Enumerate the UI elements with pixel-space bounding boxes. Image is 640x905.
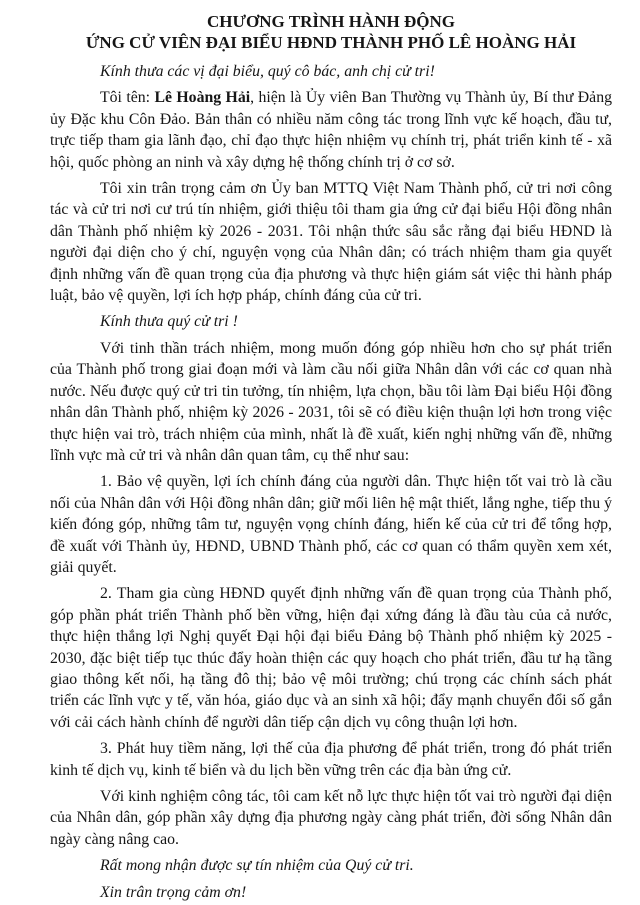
salutation-line-2: [50, 311, 612, 332]
commitment-3-paragraph: [50, 738, 612, 781]
salutation-line: [50, 61, 612, 82]
document-body: [50, 61, 612, 903]
motivation-paragraph: [50, 338, 612, 466]
closing-line-2: [50, 882, 612, 903]
text-segment: , hiện là Ủy viên Ban Thường vụ Thành ủy, Bí thư Đảng ủy Đặc khu Côn Đảo. Bản thân có nhiều năm công tác trong lĩnh vực kế hoạch, đầu tư, trực tiếp tham gia lãnh đạo, chỉ đạo thực hiện nhiệm vụ chính trị, phát triển kinh tế - xã hội, quốc phòng an ninh và xây dựng hệ thống chính trị ở cơ sở.: [50, 89, 612, 171]
text-segment: 2. Tham gia cùng HĐND quyết định những vấn đề quan trọng của Thành phố, góp phần phát triển Thành phố bền vững, hiện đại xứng đáng là đầu tàu của cả nước, thực hiện thắng lợi Nghị quyết Đại hội đại biểu Đảng bộ Thành phố nhiệm kỳ 2025 - 2030, đặc biệt tiếp tục thúc đẩy hoàn thiện các quy hoạch cho phát triển, đầu tư hạ tầng giao thông kết nối, hạ tầng đô thị; bảo vệ môi trường; chú trọng các chính sách phát triển các lĩnh vực y tế, văn hóa, giáo dục và an sinh xã hội; đẩy mạnh chuyển đổi số gắn với cải cách hành chính để người dân tiếp cận dịch vụ công thuận lợi hơn.: [50, 585, 612, 731]
thanks-paragraph: [50, 178, 612, 306]
document-title-line1: CHƯƠNG TRÌNH HÀNH ĐỘNG: [207, 12, 455, 31]
commitment-2-paragraph: [50, 583, 612, 733]
text-segment: Rất mong nhận được sự tín nhiệm của Quý cử tri.: [100, 857, 414, 875]
text-segment: Với kinh nghiệm công tác, tôi cam kết nỗ lực thực hiện tốt vai trò người đại diện của Nhân dân, góp phần xây dựng địa phương ngày càng phát triển, đời sống Nhân dân ngày càng nâng cao.: [50, 788, 612, 848]
text-segment: 3. Phát huy tiềm năng, lợi thế của địa phương để phát triển, trong đó phát triển kinh tế dịch vụ, kinh tế biển và du lịch bền vững trên các địa bàn ứng cử.: [50, 740, 612, 779]
commitment-1-paragraph: [50, 471, 612, 578]
text-segment: Với tinh thần trách nhiệm, mong muốn đóng góp nhiều hơn cho sự phát triển của Thành phố trong giai đoạn mới và làm cầu nối giữa Nhân dân với các cơ quan nhà nước. Nếu được quý cử tri tin tưởng, tín nhiệm, lựa chọn, bầu tôi làm Đại biểu Hội đồng nhân dân Thành phố, nhiệm kỳ 2026 - 2031, tôi sẽ có điều kiện thuận lợi hơn trong việc thực hiện vai trò, trách nhiệm của mình, nhất là đề xuất, kiến nghị những vấn đề, những lĩnh vực mà cử tri và nhân dân quan tâm, cụ thể như sau:: [50, 339, 612, 464]
document-title: [50, 11, 612, 53]
text-segment: Xin trân trọng cảm ơn!: [100, 883, 247, 901]
intro-paragraph: [50, 87, 612, 173]
text-segment: Kính thưa các vị đại biểu, quý cô bác, anh chị cử tri!: [100, 63, 435, 80]
text-segment: Tôi tên:: [100, 89, 155, 107]
closing-line-1: [50, 855, 612, 876]
text-segment: Tôi xin trân trọng cảm ơn Ủy ban MTTQ Việt Nam Thành phố, cử tri nơi công tác và cử tri nơi cư trú tín nhiệm, giới thiệu tôi tham gia ứng cử đại biểu Hội đồng nhân dân Thành phố nhiệm kỳ 2026 - 2031. Tôi nhận thức sâu sắc rằng đại biểu HĐND là người đại diện cho ý chí, nguyện vọng của Nhân dân; có trách nhiệm tham gia quyết định những vấn đề quan trọng của địa phương và thực hiện giám sát việc thi hành pháp luật, bảo vệ quyền, lợi ích hợp pháp, chính đáng của cử tri.: [50, 180, 612, 305]
experience-paragraph: [50, 786, 612, 850]
candidate-name-bold: Lê Hoàng Hải: [154, 89, 251, 107]
text-segment: 1. Bảo vệ quyền, lợi ích chính đáng của người dân. Thực hiện tốt vai trò là cầu nối của Nhân dân với Hội đồng nhân dân; giữ mối liên hệ mật thiết, lắng nghe, tiếp thu ý kiến đóng góp, những tâm tư, nguyện vọng chính đáng, hiến kế của cử tri để tổng hợp, đề xuất với Thành ủy, HĐND, UBND Thành phố, các cơ quan có thẩm quyền xem xét, giải quyết.: [50, 473, 612, 576]
text-segment: Kính thưa quý cử tri !: [100, 313, 238, 331]
document-title-line2: ỨNG CỬ VIÊN ĐẠI BIỂU HĐND THÀNH PHỐ LÊ HOÀNG HẢI: [85, 33, 577, 52]
